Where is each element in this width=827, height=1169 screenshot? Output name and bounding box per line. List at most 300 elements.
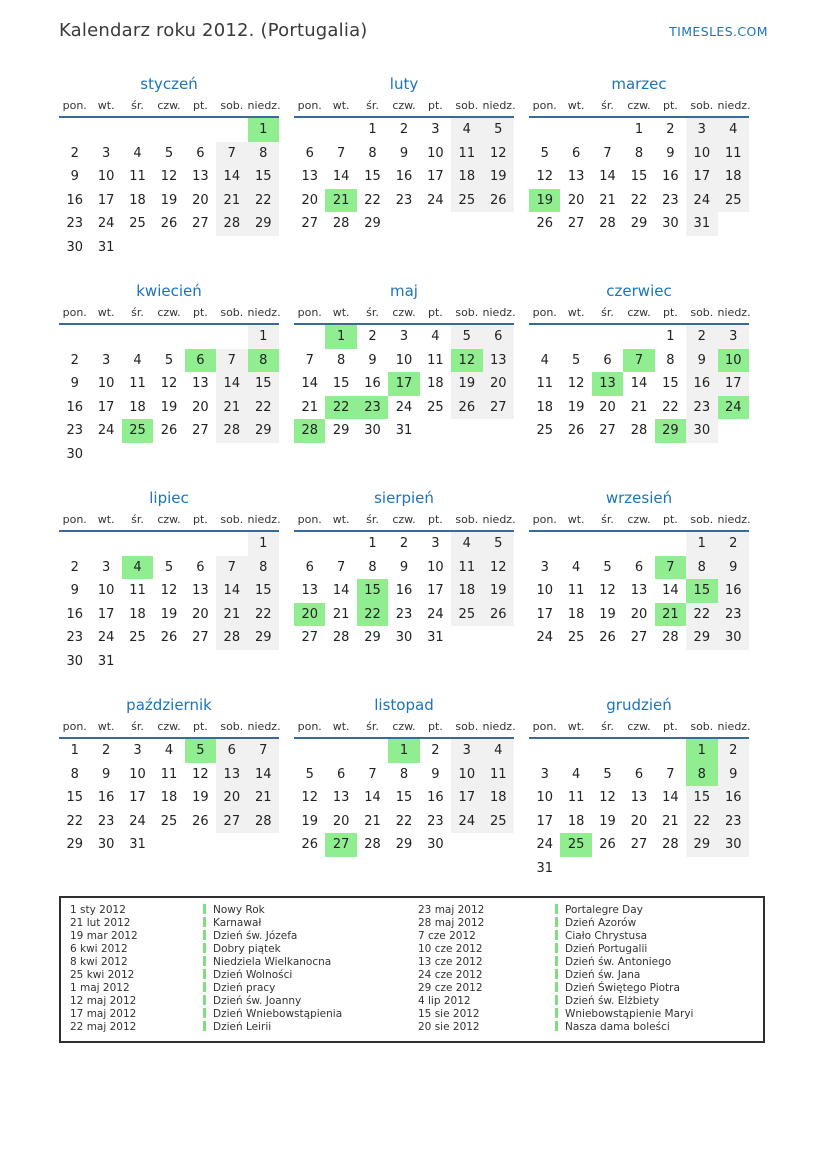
empty-cell <box>185 324 216 349</box>
empty-cell <box>451 626 482 650</box>
month-title: październik <box>126 696 212 714</box>
empty-cell <box>122 443 153 467</box>
day-cell: 7 <box>248 738 279 763</box>
day-cell: 28 <box>216 626 247 650</box>
empty-cell <box>185 443 216 467</box>
day-cell: 4 <box>483 738 514 763</box>
day-cell: 14 <box>662 583 679 599</box>
day-header: sob. <box>216 99 247 117</box>
day-cell: 13 <box>216 763 247 787</box>
holiday-date: 20 sie 2012 <box>418 1021 480 1033</box>
day-cell: 17 <box>427 169 444 185</box>
day-cell: 9 <box>101 766 111 782</box>
month-block <box>59 281 279 488</box>
day-cell: 8 <box>368 145 377 161</box>
day-cell: 18 <box>483 786 514 810</box>
day-header: niedz. <box>248 99 279 117</box>
day-header: czw. <box>623 306 654 324</box>
empty-cell <box>592 324 623 349</box>
day-cell: 29 <box>686 626 717 650</box>
day-cell: 21 <box>662 813 679 829</box>
day-cell: 17 <box>97 606 115 622</box>
month-block <box>294 74 514 281</box>
day-cell: 13 <box>483 349 514 373</box>
empty-cell <box>216 443 247 467</box>
day-header: śr. <box>592 513 623 531</box>
day-header: sob. <box>686 513 717 531</box>
day-header: wt. <box>560 306 591 324</box>
day-header: czw. <box>388 513 419 531</box>
holiday-name: Dzień św. Joanny <box>213 995 302 1007</box>
day-cell: 11 <box>567 790 585 806</box>
day-cell: 14 <box>599 169 616 185</box>
day-cell: 16 <box>395 169 413 185</box>
day-header: pon. <box>294 99 325 117</box>
day-cell: 26 <box>160 216 178 232</box>
day-cell: 17 <box>536 606 553 622</box>
day-cell: 26 <box>160 630 178 646</box>
empty-cell <box>90 117 121 142</box>
day-header: pt. <box>655 306 686 324</box>
day-header: pt. <box>655 513 686 531</box>
day-cell: 21 <box>216 189 247 213</box>
day-cell: 24 <box>536 630 553 646</box>
day-cell: 12 <box>160 376 178 392</box>
day-header: pt. <box>420 513 451 531</box>
day-cell: 27 <box>192 423 209 439</box>
empty-cell <box>59 531 90 556</box>
holiday-entry <box>555 943 754 956</box>
empty-cell <box>592 738 623 763</box>
day-cell: 1 <box>248 531 279 556</box>
day-cell: 19 <box>483 165 514 189</box>
empty-cell <box>325 738 356 763</box>
day-cell: 2 <box>70 145 79 161</box>
day-cell: 24 <box>129 813 146 829</box>
month-calendar <box>294 720 514 857</box>
empty-cell <box>718 212 749 236</box>
holiday-entry <box>203 917 418 930</box>
day-cell: 16 <box>395 583 413 599</box>
day-cell: 26 <box>160 423 178 439</box>
day-cell: 11 <box>129 583 146 599</box>
holiday-name: Dzień Portugalii <box>565 943 648 955</box>
day-cell: 17 <box>451 786 482 810</box>
day-cell: 11 <box>536 376 553 392</box>
day-cell: 6 <box>571 145 581 161</box>
holiday-marker-icon <box>203 969 206 979</box>
day-cell: 13 <box>332 790 350 806</box>
empty-cell <box>248 833 279 857</box>
day-cell: 25 <box>129 630 146 646</box>
holiday-name: Nasza dama boleści <box>565 1021 670 1033</box>
day-cell: 21 <box>301 399 318 415</box>
day-cell: 15 <box>66 790 83 806</box>
day-cell: 11 <box>129 376 146 392</box>
day-cell: 23 <box>66 216 83 232</box>
day-cell: 4 <box>122 556 153 580</box>
day-cell: 12 <box>536 169 553 185</box>
day-cell: 26 <box>301 837 318 853</box>
day-cell: 3 <box>718 324 749 349</box>
month-calendar <box>529 306 749 443</box>
day-cell: 23 <box>718 603 749 627</box>
day-cell: 28 <box>364 837 381 853</box>
day-cell: 17 <box>427 583 444 599</box>
day-cell: 21 <box>630 399 648 415</box>
holiday-entry <box>203 1008 418 1021</box>
day-header: wt. <box>325 720 356 738</box>
empty-cell <box>655 857 686 881</box>
day-header: czw. <box>153 99 184 117</box>
day-cell: 1 <box>248 324 279 349</box>
day-header: wt. <box>325 306 356 324</box>
empty-cell <box>122 117 153 142</box>
day-cell: 14 <box>216 579 247 603</box>
day-cell: 10 <box>395 352 413 368</box>
day-cell: 7 <box>666 766 675 782</box>
empty-cell <box>294 531 325 556</box>
empty-cell <box>592 531 623 556</box>
day-cell: 30 <box>97 837 115 853</box>
holiday-entry <box>203 995 418 1008</box>
day-cell: 15 <box>357 579 388 603</box>
day-cell: 3 <box>686 117 717 142</box>
day-cell: 14 <box>662 790 679 806</box>
day-cell: 9 <box>399 559 409 575</box>
day-cell: 8 <box>634 145 644 161</box>
holiday-name: Dzień św. Antoniego <box>565 956 672 968</box>
day-header: wt. <box>560 720 591 738</box>
day-cell: 20 <box>192 606 209 622</box>
day-cell: 10 <box>97 583 115 599</box>
month-title: czerwiec <box>606 282 672 300</box>
day-cell: 20 <box>483 372 514 396</box>
day-cell: 19 <box>599 813 616 829</box>
month-block <box>59 74 279 281</box>
day-cell: 28 <box>630 423 648 439</box>
day-cell: 4 <box>571 766 581 782</box>
day-cell: 5 <box>571 352 581 368</box>
empty-cell <box>623 531 654 556</box>
day-cell: 28 <box>294 419 325 443</box>
day-cell: 16 <box>364 376 381 392</box>
day-cell: 4 <box>451 531 482 556</box>
empty-cell <box>718 419 749 443</box>
month-calendar <box>529 513 749 650</box>
holiday-entry <box>203 1021 418 1034</box>
holiday-marker-icon <box>555 1008 558 1018</box>
holiday-name: Niedziela Wielkanocna <box>213 956 332 968</box>
site-link[interactable]: TIMESLES.COM <box>669 24 768 39</box>
month-calendar <box>59 306 279 466</box>
day-header: śr. <box>122 513 153 531</box>
day-cell: 16 <box>686 372 717 396</box>
day-cell: 6 <box>185 349 216 373</box>
day-cell: 17 <box>129 790 146 806</box>
page-header <box>59 20 768 41</box>
day-cell: 25 <box>160 813 178 829</box>
month-title: maj <box>390 282 418 300</box>
day-cell: 11 <box>483 763 514 787</box>
day-cell: 26 <box>483 189 514 213</box>
day-cell: 19 <box>192 790 209 806</box>
day-header: śr. <box>592 720 623 738</box>
empty-cell <box>185 236 216 260</box>
day-header: wt. <box>90 513 121 531</box>
day-header: sob. <box>686 306 717 324</box>
day-cell: 9 <box>718 763 749 787</box>
day-cell: 26 <box>599 630 616 646</box>
empty-cell <box>325 117 356 142</box>
day-header: śr. <box>357 306 388 324</box>
day-cell: 7 <box>216 556 247 580</box>
month-calendar <box>59 99 279 259</box>
day-cell: 16 <box>66 192 83 208</box>
day-header: sob. <box>451 720 482 738</box>
empty-cell <box>357 738 388 763</box>
holiday-marker-icon <box>203 943 206 953</box>
day-cell: 28 <box>216 419 247 443</box>
holiday-marker-icon <box>203 956 206 966</box>
day-cell: 18 <box>718 165 749 189</box>
holiday-entry <box>555 904 754 917</box>
day-cell: 5 <box>483 531 514 556</box>
month-title: luty <box>389 75 419 93</box>
month-calendar <box>294 306 514 443</box>
day-cell: 6 <box>634 559 644 575</box>
day-header: śr. <box>357 99 388 117</box>
empty-cell <box>560 857 591 881</box>
day-cell: 23 <box>686 396 717 420</box>
holiday-entry <box>555 930 754 943</box>
day-cell: 10 <box>718 349 749 373</box>
day-cell: 26 <box>483 603 514 627</box>
day-header: niedz. <box>718 99 749 117</box>
month-calendar <box>59 513 279 673</box>
day-cell: 11 <box>451 556 482 580</box>
holiday-name: Portalegre Day <box>565 904 643 916</box>
day-cell: 31 <box>536 860 553 876</box>
day-cell: 19 <box>160 192 178 208</box>
day-cell: 29 <box>686 833 717 857</box>
empty-cell <box>560 531 591 556</box>
day-cell: 11 <box>129 169 146 185</box>
day-cell: 10 <box>536 583 553 599</box>
day-header: niedz. <box>483 99 514 117</box>
day-cell: 8 <box>248 556 279 580</box>
day-cell: 15 <box>395 790 413 806</box>
day-cell: 24 <box>97 423 115 439</box>
day-cell: 17 <box>97 399 115 415</box>
day-cell: 7 <box>623 349 654 373</box>
day-cell: 17 <box>388 372 419 396</box>
day-header: pt. <box>420 720 451 738</box>
day-header: niedz. <box>248 720 279 738</box>
day-cell: 19 <box>567 399 585 415</box>
day-cell: 29 <box>248 626 279 650</box>
day-cell: 18 <box>160 790 178 806</box>
day-cell: 7 <box>305 352 314 368</box>
day-cell: 28 <box>248 810 279 834</box>
day-cell: 2 <box>101 743 111 759</box>
holiday-entry <box>203 930 418 943</box>
day-cell: 9 <box>399 145 409 161</box>
month-title: wrzesień <box>605 489 673 507</box>
day-cell: 28 <box>599 216 616 232</box>
empty-cell <box>529 531 560 556</box>
day-header: wt. <box>560 513 591 531</box>
day-cell: 9 <box>686 349 717 373</box>
day-cell: 10 <box>427 559 444 575</box>
empty-cell <box>529 117 560 142</box>
day-cell: 27 <box>192 216 209 232</box>
holiday-name: Dzień Świętego Piotra <box>565 982 680 994</box>
holiday-entry <box>203 982 418 995</box>
day-cell: 22 <box>248 603 279 627</box>
empty-cell <box>153 117 184 142</box>
empty-cell <box>623 738 654 763</box>
day-cell: 31 <box>427 630 444 646</box>
day-cell: 19 <box>160 399 178 415</box>
day-cell: 21 <box>216 603 247 627</box>
day-cell: 14 <box>364 790 381 806</box>
day-header: wt. <box>325 99 356 117</box>
holiday-name: Dzień Wolności <box>213 969 293 981</box>
day-cell: 4 <box>451 117 482 142</box>
day-cell: 7 <box>336 559 346 575</box>
day-cell: 8 <box>368 559 377 575</box>
month-title: styczeń <box>140 75 198 93</box>
empty-cell <box>483 212 514 236</box>
holiday-date: 25 kwi 2012 <box>70 969 135 981</box>
holiday-entry <box>203 904 418 917</box>
day-cell: 1 <box>686 531 717 556</box>
day-header: niedz. <box>718 720 749 738</box>
day-cell: 17 <box>97 192 115 208</box>
month-block <box>294 695 514 880</box>
day-cell: 21 <box>248 786 279 810</box>
day-cell: 30 <box>718 833 749 857</box>
day-cell: 31 <box>97 239 115 255</box>
holiday-name: Dzień św. Elżbiety <box>565 995 660 1007</box>
holiday-entry <box>555 1021 754 1034</box>
day-cell: 27 <box>325 833 356 857</box>
day-cell: 8 <box>336 352 346 368</box>
empty-cell <box>153 236 184 260</box>
holiday-marker-icon <box>203 917 206 927</box>
day-cell: 2 <box>718 738 749 763</box>
day-cell: 8 <box>399 766 409 782</box>
empty-cell <box>420 212 451 236</box>
empty-cell <box>483 626 514 650</box>
day-cell: 16 <box>662 169 679 185</box>
empty-cell <box>686 857 717 881</box>
day-cell: 5 <box>164 145 174 161</box>
day-cell: 5 <box>603 559 612 575</box>
day-cell: 25 <box>567 630 585 646</box>
day-cell: 16 <box>427 790 444 806</box>
day-cell: 11 <box>567 583 585 599</box>
holiday-name: Dzień pracy <box>213 982 276 994</box>
month-block <box>529 695 749 880</box>
day-cell: 15 <box>364 169 381 185</box>
day-cell: 27 <box>567 216 585 232</box>
day-cell: 10 <box>536 790 553 806</box>
day-cell: 17 <box>536 813 553 829</box>
day-cell: 6 <box>336 766 346 782</box>
day-cell: 16 <box>718 786 749 810</box>
day-header: sob. <box>216 720 247 738</box>
day-cell: 23 <box>718 810 749 834</box>
empty-cell <box>59 324 90 349</box>
day-header: sob. <box>686 99 717 117</box>
empty-cell <box>185 833 216 857</box>
month-title: kwiecień <box>136 282 202 300</box>
day-cell: 7 <box>216 142 247 166</box>
holiday-date: 4 lip 2012 <box>418 995 471 1007</box>
day-cell: 23 <box>662 192 679 208</box>
empty-cell <box>294 117 325 142</box>
empty-cell <box>325 531 356 556</box>
holiday-date: 12 maj 2012 <box>70 995 137 1007</box>
day-cell: 13 <box>630 790 648 806</box>
holiday-entry <box>555 917 754 930</box>
holiday-entry <box>203 969 418 982</box>
holiday-date: 13 cze 2012 <box>418 956 483 968</box>
day-header: pon. <box>294 720 325 738</box>
month-block <box>59 488 279 695</box>
day-cell: 23 <box>97 813 115 829</box>
day-cell: 12 <box>599 790 616 806</box>
holiday-name: Dzień Wniebowstąpienia <box>213 1008 343 1020</box>
day-cell: 23 <box>66 423 83 439</box>
holiday-date: 1 maj 2012 <box>70 982 130 994</box>
day-header: śr. <box>357 513 388 531</box>
empty-cell <box>592 117 623 142</box>
day-cell: 31 <box>686 212 717 236</box>
day-cell: 20 <box>599 399 616 415</box>
day-cell: 25 <box>451 603 482 627</box>
day-cell: 29 <box>655 419 686 443</box>
day-cell: 21 <box>364 813 381 829</box>
day-cell: 1 <box>368 122 377 138</box>
day-header: pon. <box>529 99 560 117</box>
empty-cell <box>122 324 153 349</box>
holiday-date: 23 maj 2012 <box>418 904 485 916</box>
day-header: pt. <box>655 99 686 117</box>
day-cell: 24 <box>536 837 553 853</box>
day-header: sob. <box>686 720 717 738</box>
day-cell: 13 <box>301 169 318 185</box>
day-header: wt. <box>90 306 121 324</box>
empty-cell <box>90 324 121 349</box>
day-cell: 31 <box>395 423 413 439</box>
holiday-marker-icon <box>555 995 558 1005</box>
day-cell: 3 <box>540 766 549 782</box>
day-header: pon. <box>294 306 325 324</box>
day-header: pon. <box>59 99 90 117</box>
day-header: niedz. <box>718 306 749 324</box>
empty-cell <box>153 833 184 857</box>
day-cell: 19 <box>160 606 178 622</box>
day-header: niedz. <box>248 513 279 531</box>
day-cell: 30 <box>686 419 717 443</box>
day-cell: 19 <box>483 579 514 603</box>
day-cell: 27 <box>630 630 648 646</box>
day-cell: 24 <box>97 216 115 232</box>
day-cell: 1 <box>388 738 419 763</box>
